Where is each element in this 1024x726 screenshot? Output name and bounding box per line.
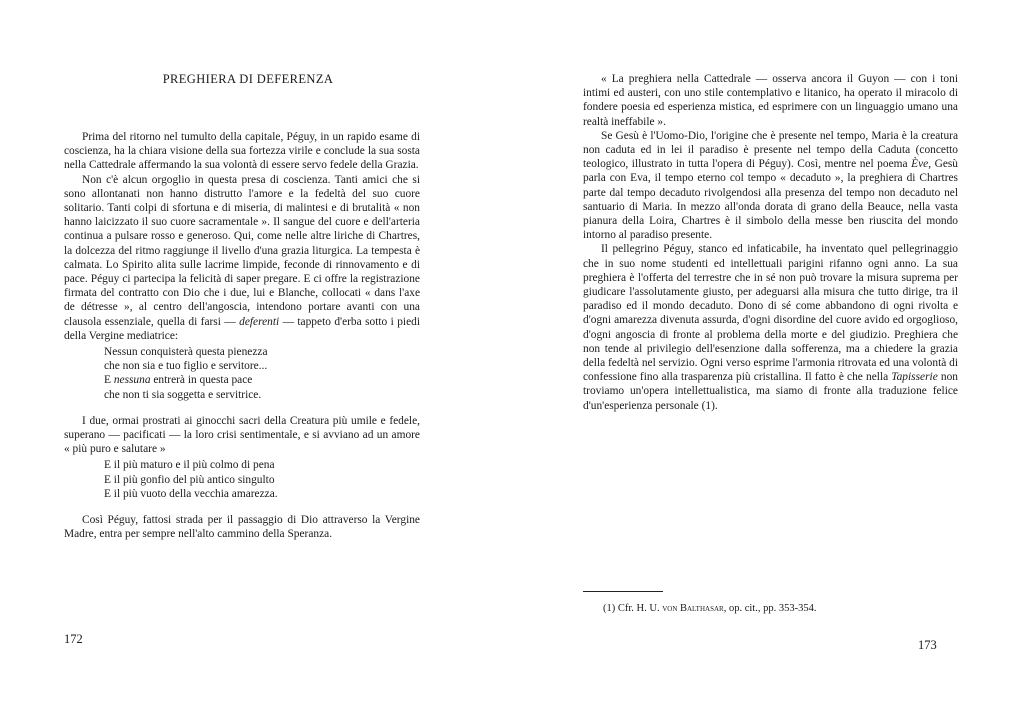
verse-stanza-2 xyxy=(104,458,420,501)
right-paragraph-1: « La preghiera nella Cattedrale — osserva ancora il Guyon — con i toni intimi ed austeri, con uno stile contemplativo e litanico, ha operato il miracolo di fondere poesia ed esperienza mistica, ed esprimere con un linguaggio umano una realtà ineffabile ». xyxy=(583,73,958,128)
verse-line: Nessun conquisterà questa pienezza xyxy=(104,346,268,359)
left-paragraph-2: Non c'è alcun orgoglio in questa presa di coscienza. Tanti amici che si sono allontanati non hanno distrutto l'amore e la fedeltà del suo cuore solitario. Tanti colpi di sfortuna e di miseria, di malintesi e di brutalità « non hanno laicizzato il suo cuore sacramentale ». Il sangue del cuore e dell'arteria continua a pulsare rosso e generoso. Qui, come nelle altre liriche di Chartres, la dolcezza del ritmo raggiunge il livello d'una grazia liturgica. La tempesta è calmata. Lo Spirito alita sulle lacrime limpide, feconde di rinnovamento e di pace. Péguy ci partecipa la felicità di saper pregare. E ci offre la registrazione firmata del contratto con Dio che i due, lui e Blanche, collocati « dans l'axe de détresse », al centro dell'angoscia, intendono portare avanti con una clausola essenziale, quella di farsi — deferenti — tappeto d'erba sotto i piedi della Vergine mediatrice: xyxy=(64,173,420,342)
verse-line: che non sia e tuo figlio e servitore... xyxy=(104,360,268,373)
right-body xyxy=(583,72,958,413)
left-page xyxy=(64,0,432,726)
left-paragraph-3: I due, ormai prostrati ai ginocchi sacri della Creatura più umile e fedele, superano — pacificati — la loro crisi sentimentale, e si avviano ad un amore « più puro e salutare » xyxy=(64,414,420,456)
left-body xyxy=(64,130,420,541)
emphasis-tapisserie: Tapisserie xyxy=(891,371,938,384)
verse-line: E il più vuoto della vecchia amarezza. xyxy=(104,487,278,500)
verse-line: E il più gonfio del più antico singulto xyxy=(104,473,275,486)
running-title: PREGHIERA DI DEFERENZA xyxy=(162,72,334,86)
verse-stanza-1 xyxy=(104,345,420,402)
page-number: 173 xyxy=(918,638,937,652)
verse-line: che non ti sia soggetta e servitrice. xyxy=(104,388,262,401)
footnote: (1) Cfr. H. U. von Balthasar, op. cit., pp. 353-354. xyxy=(603,603,817,614)
left-paragraph-4: Così Péguy, fattosi strada per il passaggio di Dio attraverso la Vergine Madre, entra per sempre nell'alto cammino della Speranza. xyxy=(64,514,420,541)
left-paragraph-1: Prima del ritorno nel tumulto della capitale, Péguy, in un rapido esame di coscienza, ha la chiara visione della sua fortezza virile e conclude la sua sosta nella Cattedrale affermando la sua volontà di essere servo fedele della Grazia. xyxy=(64,131,420,172)
footnote-rule xyxy=(583,591,663,592)
right-page xyxy=(583,0,958,726)
verse-line: E nessuna entrerà in questa pace xyxy=(104,374,253,387)
emphasis-deferenti: deferenti xyxy=(239,315,280,328)
right-paragraph-2: Se Gesù è l'Uomo-Dio, l'origine che è presente nel tempo, Maria è la creatura non caduta ed in lei il paradiso è presente nel tempo della Caduta (concetto teologico, illustrato in tutta l'opera di Péguy). Così, mentre nel poema Ève, Gesù parla con Eva, il tempo eterno col tempo « decaduto », la preghiera di Chartres parte dal tempo decaduto rivolgendosi alla presenza del tempo non decaduto nel santuario di Maria. In mezzo all'onda dorata di grano della Beauce, nella vasta pianura della Loira, Chartres è il simbolo della messe ben riuscita del mondo intorno al paradiso presente. xyxy=(583,129,959,242)
verse-line: E il più maturo e il più colmo di pena xyxy=(104,459,275,472)
emphasis-eve: Ève xyxy=(911,158,929,171)
page-number: 172 xyxy=(64,632,83,646)
right-paragraph-3: Il pellegrino Péguy, stanco ed infaticabile, ha inventato quel pellegrinaggio che in suo nome studenti ed intellettuali parigini rifanno ogni anno. La sua preghiera è l'offerta del terrestre che in sé non può trovare la misura suprema per giudicare l'assolutamente giusto, per adeguarsi alla misura che tutto dirige, tra il paradiso ed il mondo decaduto. Dono di sé come abbandono di ogni rivolta e d'ogni amarezza divenuta assurda, d'ogni disordine del cuore avido ed orgoglioso, d'ogni angoscia di fronte al problema della morte e del giudizio. Preghiera che non tende al privilegio dell'esenzione dalla sofferenza, ma a chiedere la grazia della fedeltà nel servizio. Ogni verso esprime l'armonia ritrovata ed una volontà di confessione fino alla trasparenza più cristallina. Il fatto è che nella Tapisserie non troviamo un'opera intellettualistica, ma siamo di fronte alla traduzione felice d'un'esperienza personale (1). xyxy=(583,243,958,412)
